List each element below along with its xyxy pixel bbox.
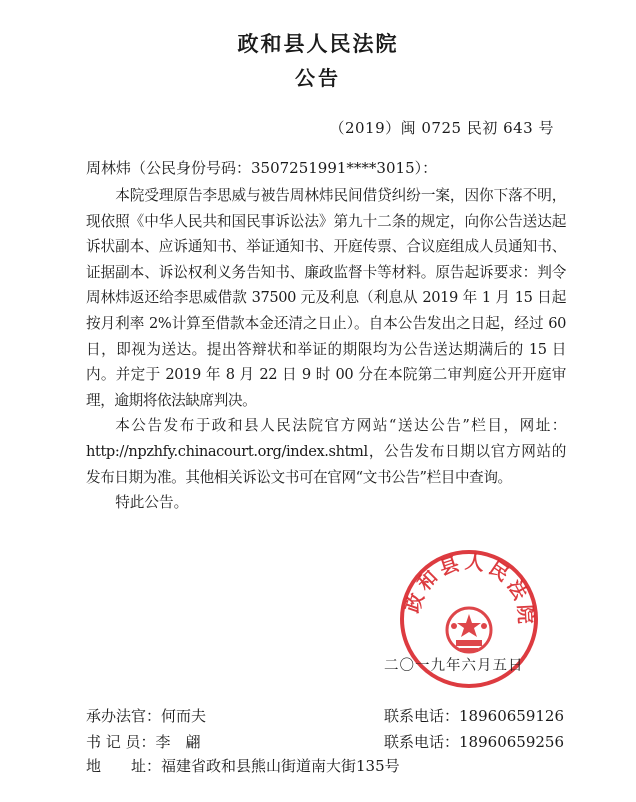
address-line [86, 755, 400, 776]
court-address: 福建省政和县熊山街道南大街135号 [161, 757, 400, 775]
court-name: 政和县人民法院 [237, 31, 399, 56]
clerk-phone-line [384, 731, 564, 752]
judge-label: 承办法官： [86, 707, 162, 725]
notice-body [86, 183, 566, 516]
address-label: 地 址： [86, 757, 162, 775]
page-title: 公告 [295, 66, 341, 90]
judge-phone: 18960659126 [459, 707, 564, 725]
svg-text:政和县人民法院: 政和县人民法院 [401, 551, 537, 629]
addressee-line: 周林炜（公民身份号码：3507251991****3015）： [86, 159, 438, 177]
judge-name: 何而夫 [161, 707, 207, 725]
judge-line [86, 705, 206, 726]
clerk-phone-label: 联系电话： [384, 733, 460, 751]
clerk-line [86, 731, 201, 752]
notice-paragraph-website: 本公告发布于政和县人民法院官方网站“送达公告”栏目，网址：http://npzhfy.chinacourt.org/index.shtml，公告发布日期以官方网站的发布日期为准。其他相关诉讼文书可在官网“文书公告”栏目中查询。 [86, 417, 566, 486]
judge-phone-label: 联系电话： [384, 707, 460, 725]
notice-paragraph-main: 本院受理原告李思威与被告周林炜民间借贷纠纷一案，因你下落不明，现依照《中华人民共和国民事诉讼法》第九十二条的规定，向你公告送达起诉状副本、应诉通知书、举证通知书、开庭传票、合议庭组成人员通知书、证据副本、诉讼权利义务告知书、廉政监督卡等材料。原告起诉要求：判令周林炜返还给李思威借款 37500 元及利息（利息从 2019 年 1 月 15 日起按月利率 2%计算至借款本金还清之日止）。自本公告发出之日起，经过 60 日，即视为送达。提出答辩状和举证的期限均为公告送达期满后的 15 日内。并定于 2019 年 8 月 22 日 9 时 00 分在本院第二审判庭公开开庭审理，逾期将依法缺席判决。 [86, 187, 566, 409]
judge-phone-line [384, 705, 564, 726]
notice-paragraph-closing: 特此公告。 [115, 494, 189, 512]
clerk-name: 李 翩 [155, 733, 201, 751]
national-emblem-icon [447, 608, 491, 652]
clerk-phone: 18960659256 [459, 733, 564, 751]
clerk-label: 书 记 员： [86, 733, 156, 751]
issue-date: 二〇一九年六月五日 [384, 658, 524, 674]
case-number: （2019）闽 0725 民初 643 号 [329, 119, 554, 137]
